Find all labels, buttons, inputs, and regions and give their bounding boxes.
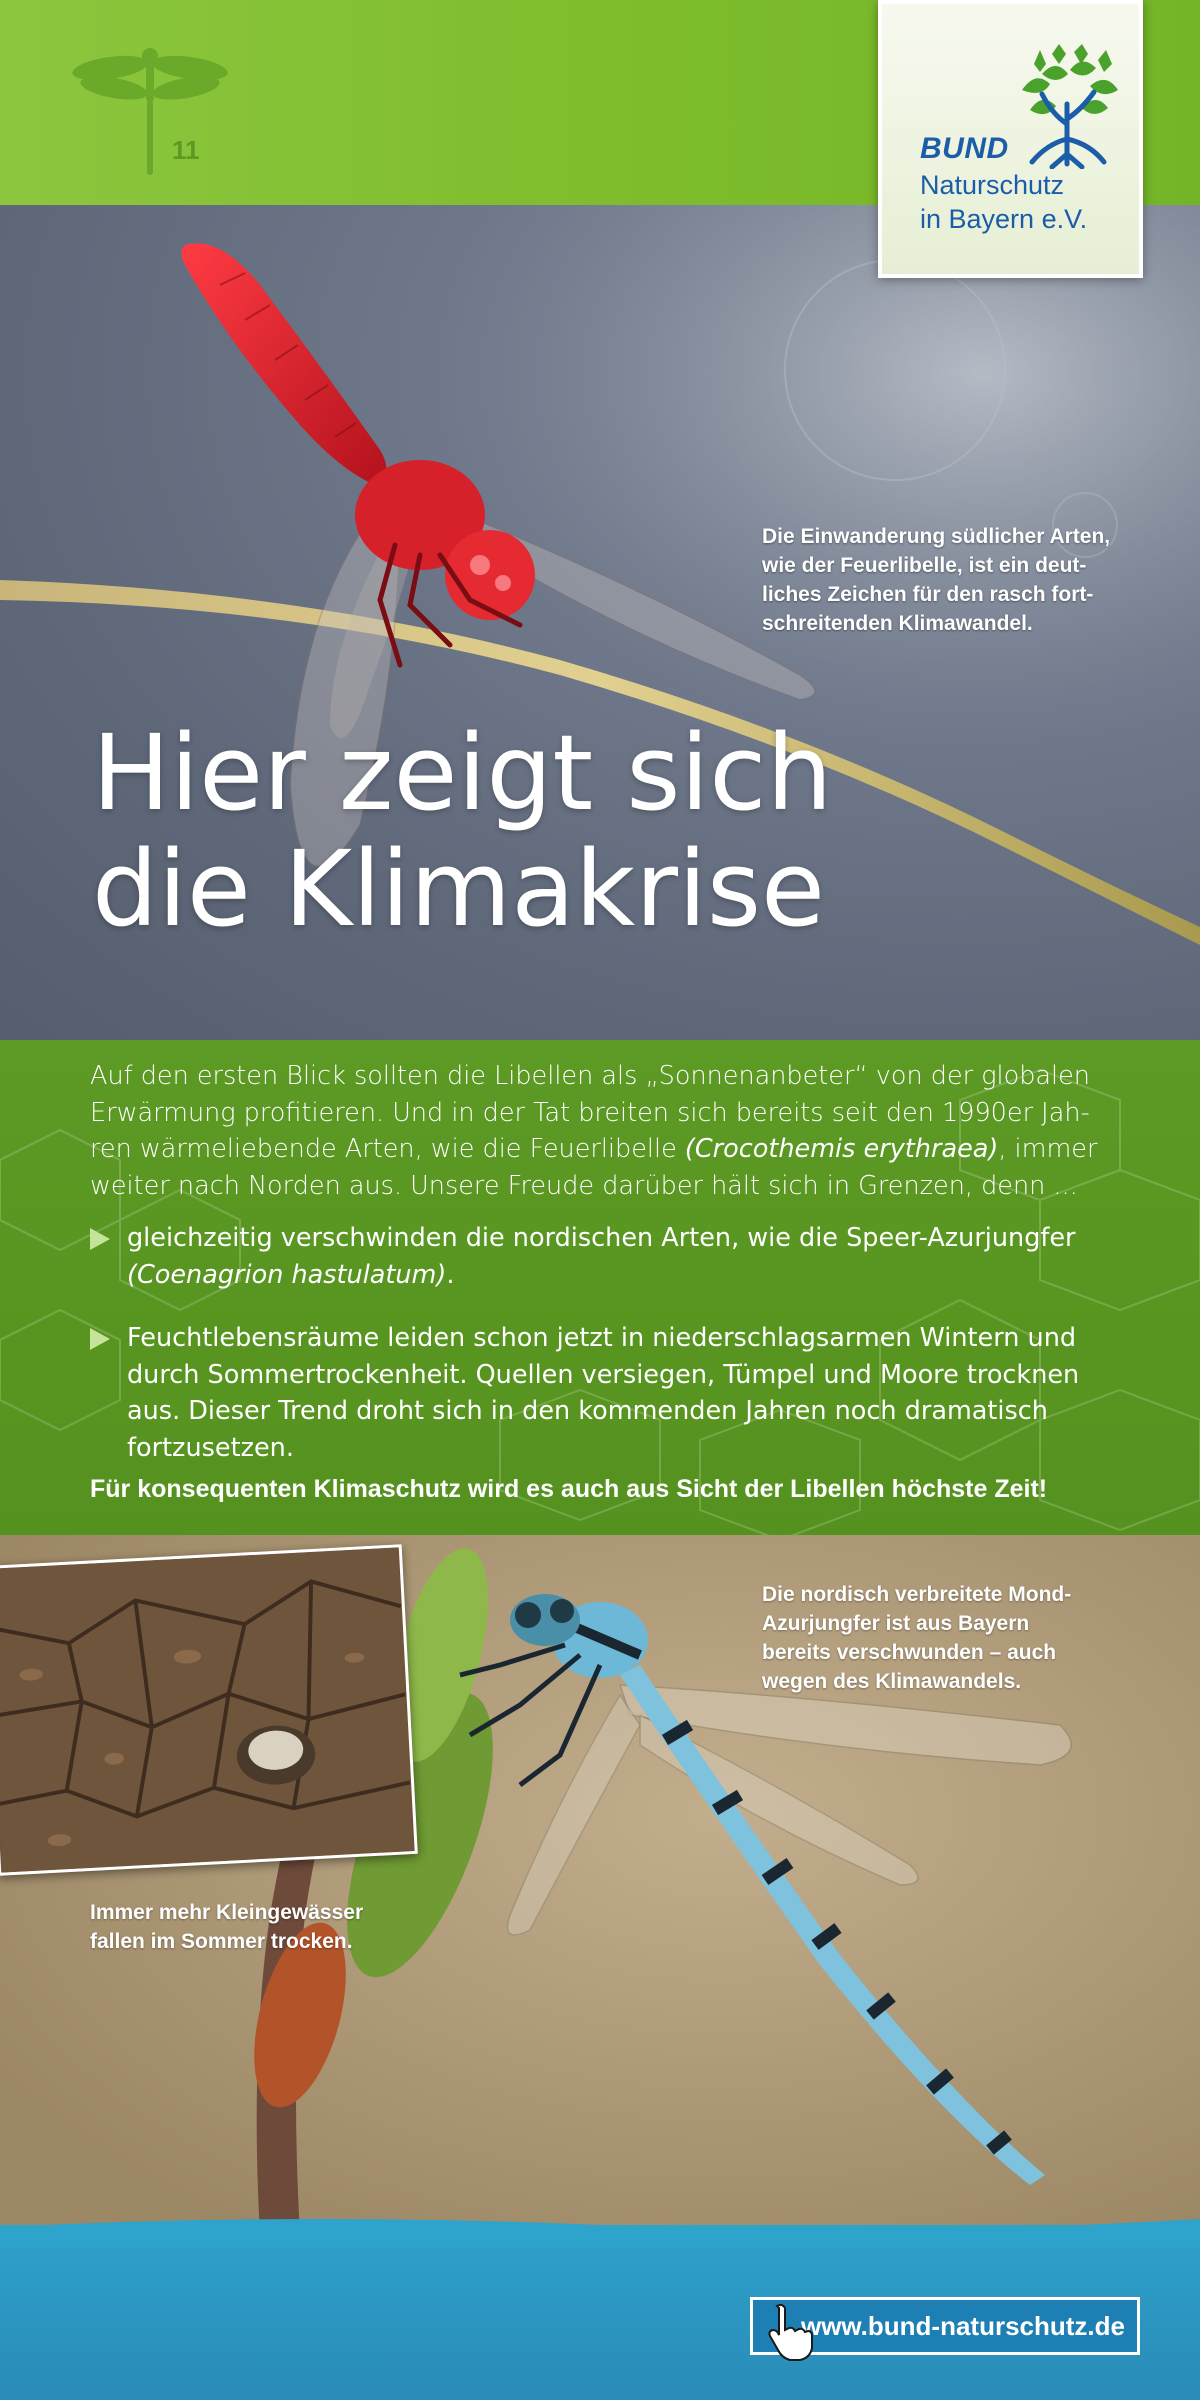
intro-line: Auf den ersten Blick sollten die Libellen als „Sonnenanbeter“ von der globalen [90, 1061, 1090, 1091]
conclusion-statement: Für konsequenten Klimaschutz wird es auch aus Sicht der Libellen höchste Zeit! [90, 1475, 1048, 1503]
headline-line-2: die Klimakrise [92, 828, 826, 950]
page-headline [92, 712, 833, 950]
bullet-item-2 [90, 1320, 1120, 1466]
logo-line-1: Naturschutz [920, 170, 1065, 200]
cracked-soil-illustration [0, 1547, 415, 1872]
triangle-bullet-icon [90, 1228, 110, 1250]
bullet-line: gleichzeitig verschwinden die nordischen Arten, wie die Speer-Azurjungfer [127, 1223, 1076, 1253]
logo-brand-text: BUND [920, 132, 1009, 165]
intro-line-part: , immer [998, 1134, 1098, 1164]
bund-logo[interactable] [878, 0, 1143, 278]
bullet-text [127, 1320, 1120, 1466]
hero-caption-line: wie der Feuerlibelle, ist ein deut- [762, 554, 1087, 577]
text-section [0, 1040, 1200, 1540]
hero-caption-line: schreitenden Klimawandel. [762, 612, 1033, 635]
dry-pond-caption-line: fallen im Sommer trocken. [90, 1930, 353, 1953]
dry-pond-caption-line: Immer mehr Kleingewässer [90, 1901, 364, 1924]
hero-caption-line: liches Zeichen für den rasch fort- [762, 583, 1094, 606]
tree-logo-icon [1012, 44, 1122, 169]
hero-caption-line: Die Einwanderung südlicher Arten, [762, 525, 1111, 548]
bullet-line: durch Sommertrockenheit. Quellen versiegen, Tümpel und Moore trocknen [127, 1359, 1080, 1390]
bullet-line-tail: . [446, 1259, 455, 1290]
intro-line: weiter nach Norden aus. Unsere Freude darüber hält sich in Grenzen, denn ... [90, 1170, 1078, 1201]
footer [0, 2225, 1200, 2400]
species-name-italic: (Coenagrion hastulatum) [127, 1259, 447, 1290]
page-number: 11 [172, 135, 200, 165]
bottom-photo [0, 1535, 1200, 2235]
damselfly-caption-line: wegen des Klimawandels. [762, 1670, 1022, 1693]
website-url-text: www.bund-naturschutz.de [800, 2310, 1125, 2341]
hero-caption [762, 522, 1162, 638]
intro-line [90, 1131, 1120, 1168]
intro-line: Erwärmung profitieren. Und in der Tat breiten sich bereits seit den 1990er Jah- [90, 1097, 1090, 1128]
intro-line-part: ren wärmeliebende Arten, wie die Feuerlibelle [90, 1134, 685, 1164]
logo-line-2: in Bayern e.V. [920, 204, 1088, 234]
dry-pond-inset-photo [0, 1544, 418, 1876]
bullet-line: aus. Dieser Trend droht sich in den kommenden Jahren noch dramatisch [127, 1396, 1048, 1426]
bullet-line: fortzusetzen. [127, 1432, 294, 1463]
bullet-line: Feuchtlebensräume leiden schon jetzt in niederschlagsarmen Wintern und [127, 1323, 1077, 1353]
bullet-text [127, 1220, 1120, 1293]
pointer-hand-icon [763, 2302, 813, 2362]
bullet-item-1 [90, 1220, 1120, 1293]
dry-pond-caption [90, 1898, 430, 1956]
hero-photo [0, 205, 1200, 1045]
triangle-bullet-icon [90, 1328, 110, 1350]
damselfly-caption-line: bereits verschwunden – auch [762, 1641, 1057, 1664]
species-name-italic: (Crocothemis erythraea) [684, 1134, 999, 1164]
damselfly-caption [762, 1580, 1162, 1696]
website-link[interactable] [750, 2297, 1140, 2355]
headline-line-1: Hier zeigt sich [92, 712, 833, 834]
damselfly-caption-line: Die nordisch verbreitete Mond- [762, 1583, 1072, 1606]
damselfly-caption-line: Azurjungfer ist aus Bayern [762, 1612, 1030, 1635]
footer-wave-decoration [0, 2207, 1200, 2247]
intro-paragraph [90, 1058, 1120, 1204]
dragonfly-icon [70, 40, 230, 180]
